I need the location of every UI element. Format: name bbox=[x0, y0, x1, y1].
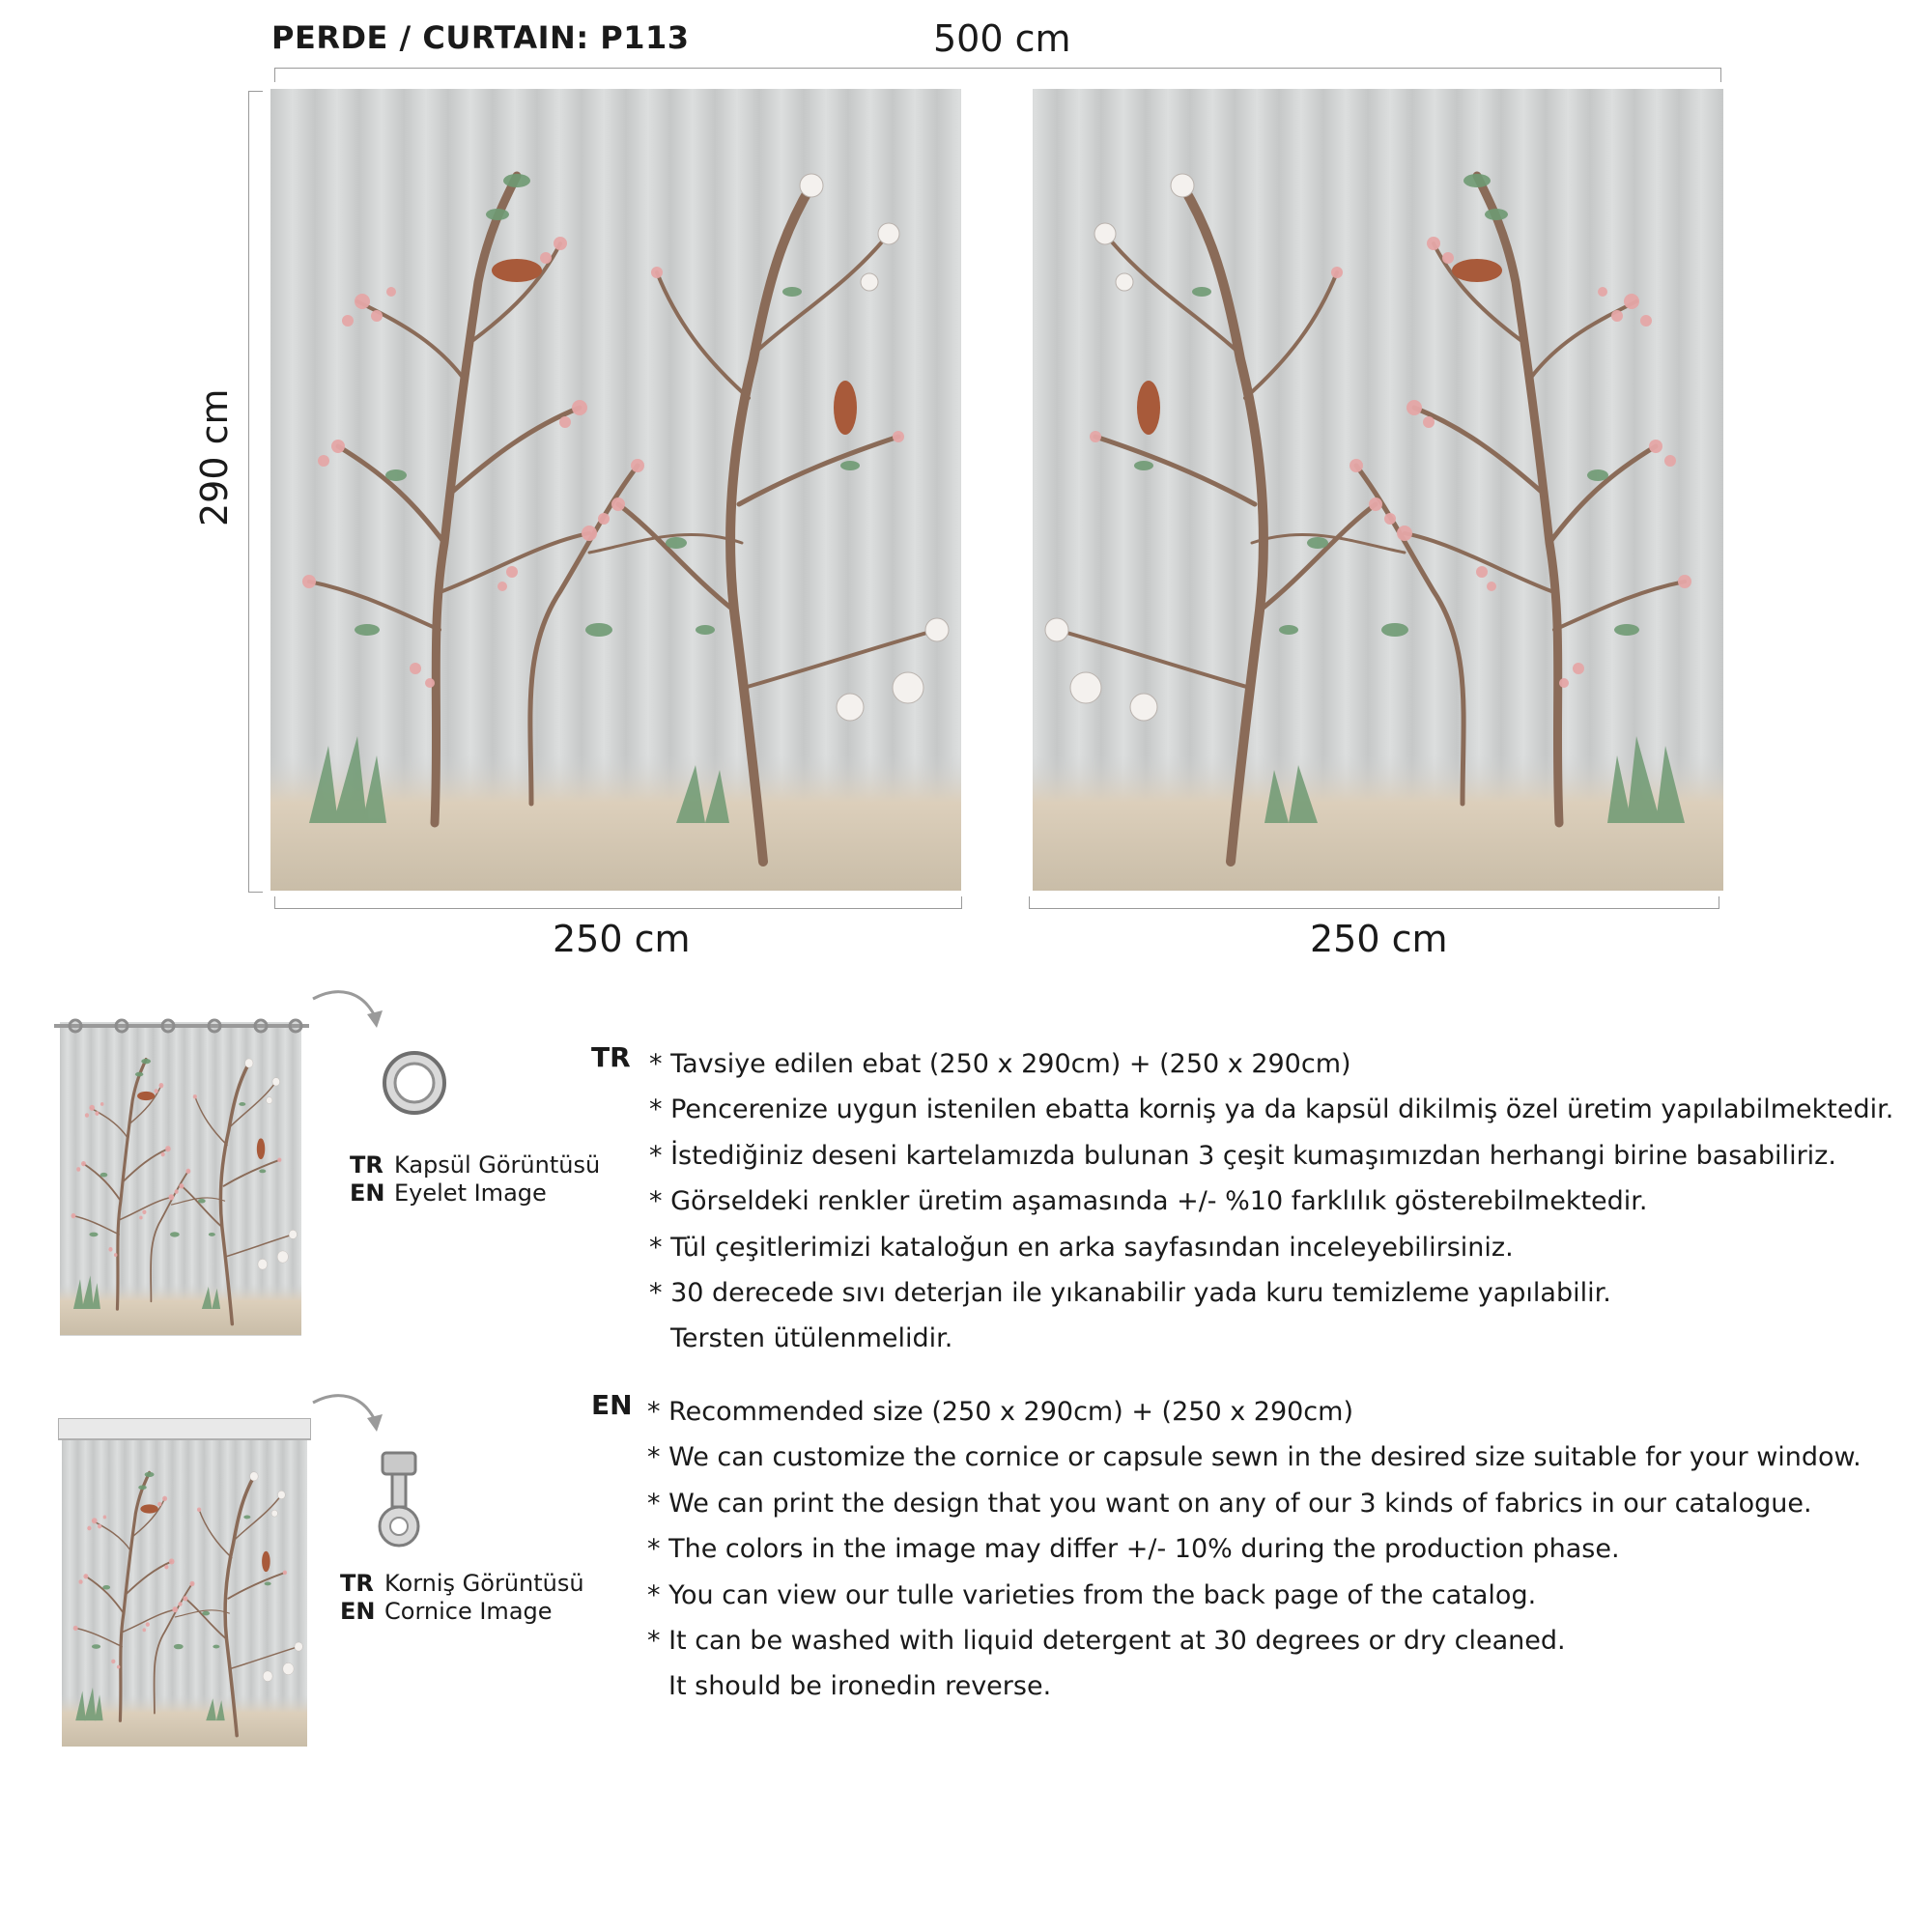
tr-note: * 30 derecede sıvı deterjan ile yıkanabilir yada kuru temizleme yapılabilir. bbox=[649, 1278, 1611, 1309]
cornice-curtain-thumbnail bbox=[58, 1418, 311, 1751]
cornice-tr-label: Korniş Görüntüsü bbox=[384, 1570, 584, 1597]
eyelet-ring-icon bbox=[379, 1047, 450, 1119]
right-panel-width-label: 250 cm bbox=[1310, 918, 1448, 960]
right-width-dimension-line bbox=[1029, 896, 1719, 909]
total-width-dimension-line bbox=[274, 68, 1721, 82]
en-note: * It can be washed with liquid detergent at 30 degrees or dry cleaned. bbox=[647, 1626, 1566, 1657]
en-note: * We can print the design that you want on any of our 3 kinds of fabrics in our catalogue. bbox=[647, 1488, 1812, 1519]
left-width-dimension-line bbox=[274, 896, 962, 909]
tr-section-code: TR bbox=[591, 1041, 631, 1073]
cornice-en-code: EN bbox=[340, 1598, 376, 1625]
cornice-en-label: Cornice Image bbox=[384, 1598, 553, 1625]
en-note: * The colors in the image may differ +/- 10% during the production phase. bbox=[647, 1534, 1620, 1565]
cornice-tr-code: TR bbox=[340, 1570, 374, 1597]
botanical-print-left bbox=[270, 89, 961, 891]
product-title: PERDE / CURTAIN: P113 bbox=[271, 19, 690, 56]
eyelet-tr-code: TR bbox=[350, 1151, 384, 1179]
botanical-print-right bbox=[1033, 89, 1723, 891]
left-panel-width-label: 250 cm bbox=[553, 918, 691, 960]
curtain-panel-left bbox=[270, 89, 961, 891]
eyelet-caption bbox=[350, 1151, 600, 1208]
en-note-continuation: It should be ironedin reverse. bbox=[668, 1671, 1052, 1702]
cornice-hook-icon bbox=[375, 1449, 423, 1555]
tr-note: * Pencerenize uygun istenilen ebatta korniş ya da kapsül dikilmiş özel üretim yapılabilmektedir. bbox=[649, 1094, 1894, 1125]
cornice-caption bbox=[340, 1570, 584, 1626]
height-dimension-line bbox=[248, 91, 263, 893]
eyelet-curtain-thumbnail bbox=[54, 1012, 309, 1346]
height-label: 290 cm bbox=[193, 388, 236, 526]
en-note: * You can view our tulle varieties from the back page of the catalog. bbox=[647, 1579, 1537, 1610]
en-note: * Recommended size (250 x 290cm) + (250 x 290cm) bbox=[647, 1397, 1353, 1427]
total-width-label: 500 cm bbox=[933, 17, 1071, 60]
tr-note-continuation: Tersten ütülenmelidir. bbox=[670, 1323, 953, 1354]
curved-arrow-icon bbox=[309, 1391, 386, 1439]
curved-arrow-icon bbox=[309, 987, 386, 1036]
en-section-code: EN bbox=[591, 1389, 633, 1421]
tr-note: * İstediğiniz deseni kartelamızda bulunan 3 çeşit kumaşımızdan herhangi birine basabiliriz. bbox=[649, 1140, 1836, 1171]
eyelet-tr-label: Kapsül Görüntüsü bbox=[394, 1151, 601, 1179]
tr-note: * Tül çeşitlerimizi kataloğun en arka sayfasından inceleyebilirsiniz. bbox=[649, 1232, 1514, 1263]
en-notes bbox=[647, 1389, 1861, 1710]
tr-note: * Tavsiye edilen ebat (250 x 290cm) + (250 x 290cm) bbox=[649, 1049, 1351, 1079]
tr-note: * Görseldeki renkler üretim aşamasında +/- %10 farklılık gösterebilmektedir. bbox=[649, 1186, 1648, 1217]
tr-notes bbox=[649, 1041, 1893, 1362]
eyelet-en-label: Eyelet Image bbox=[394, 1179, 547, 1207]
eyelet-en-code: EN bbox=[350, 1179, 385, 1207]
en-note: * We can customize the cornice or capsule sewn in the desired size suitable for your window. bbox=[647, 1442, 1861, 1473]
curtain-panel-right bbox=[1033, 89, 1723, 891]
